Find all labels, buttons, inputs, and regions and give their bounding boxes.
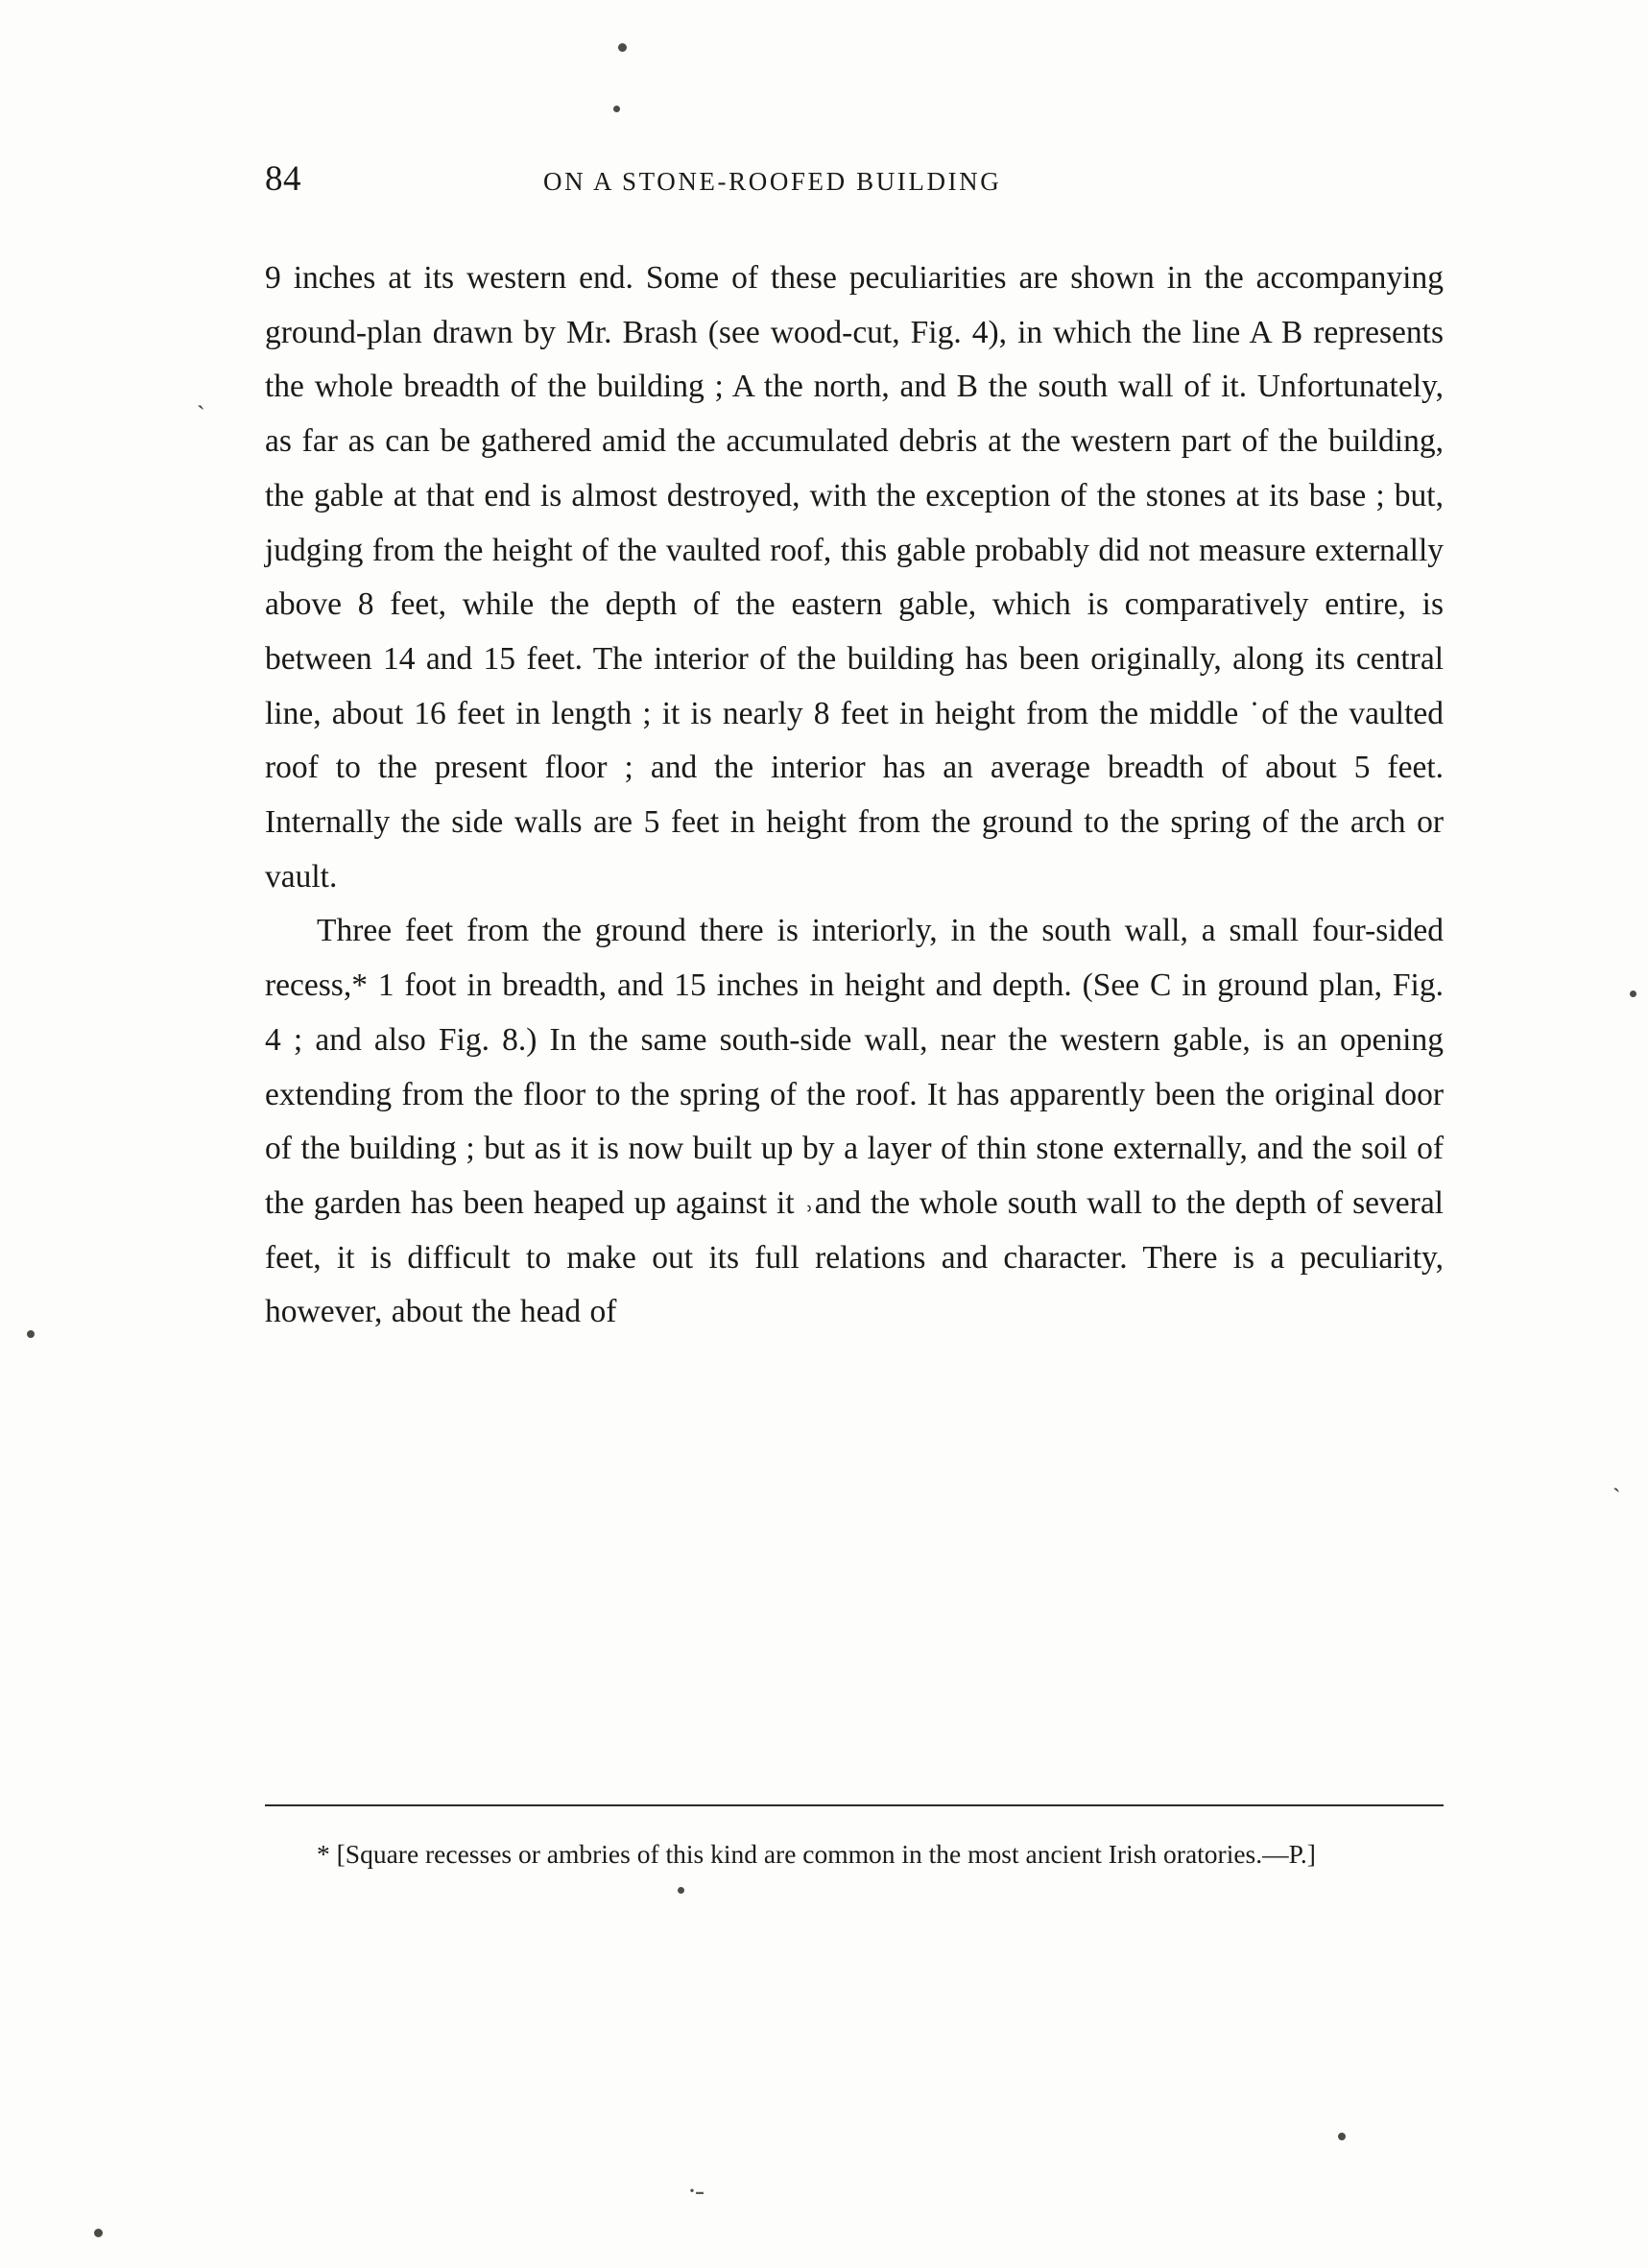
scan-speck: ˏ	[197, 382, 205, 410]
scan-speck	[618, 43, 627, 52]
scan-speck: ˎ	[1612, 1465, 1621, 1492]
running-title: ON A STONE-ROOFED BUILDING	[543, 167, 1002, 196]
scan-speck	[678, 1887, 684, 1894]
footnote-divider	[265, 1804, 1444, 1806]
body-text	[265, 251, 1444, 1340]
scan-speck	[1338, 2133, 1346, 2140]
scan-speck	[94, 2229, 103, 2237]
page-number: 84	[265, 159, 301, 199]
page-header	[265, 158, 1445, 201]
scan-speck	[27, 1330, 35, 1338]
footnote	[265, 1831, 1444, 1876]
paragraph: Three feet from the ground there is interiorly, in the south wall, a small four-sided recess,* 1 foot in breadth, and 15 inches in height and depth. (See C in ground plan, Fig. 4 ; and also Fig. 8.) In the same south-side wall, near the western gable, is an opening extending from the floor to the spring of the roof. It has apparently been the original door of the building ; but as it is now built up by a layer of thin stone externally, and the soil of the garden has been heaped up against it ˒and the whole south wall to the depth of several feet, it is difficult to make out its full relations and character. There is a peculiarity, however, about the head of	[265, 913, 1444, 1330]
footnote-text: * [Square recesses or ambries of this kind are common in the most ancient Irish oratories.—P.]	[317, 1839, 1316, 1869]
paragraph: 9 inches at its western end. Some of these peculiarities are shown in the accompanying ground-plan drawn by Mr. Brash (see wood-cut, Fig. 4), in which the line A B represents the whole breadth of the building ; A the north, and B the south wall of it. Unfortunately, as far as can be gathered amid the accumulated debris at the western part of the building, the gable at that end is almost destroyed, with the exception of the stones at its base ; but, judging from the height of the vaulted roof, this gable probably did not measure externally above 8 feet, while the depth of the eastern gable, which is comparatively entire, is between 14 and 15 feet. The interior of the building has been originally, along its central line, about 16 feet in length ; it is nearly 8 feet in height from the middle ˙of the vaulted roof to the present floor ; and the interior has an average breadth of about 5 feet. Internally the side walls are 5 feet in height from the ground to the spring of the arch or vault.	[265, 260, 1444, 895]
scan-speck	[1630, 991, 1636, 997]
bottom-scan-mark: ·-	[687, 2175, 703, 2207]
scan-speck	[613, 106, 620, 112]
